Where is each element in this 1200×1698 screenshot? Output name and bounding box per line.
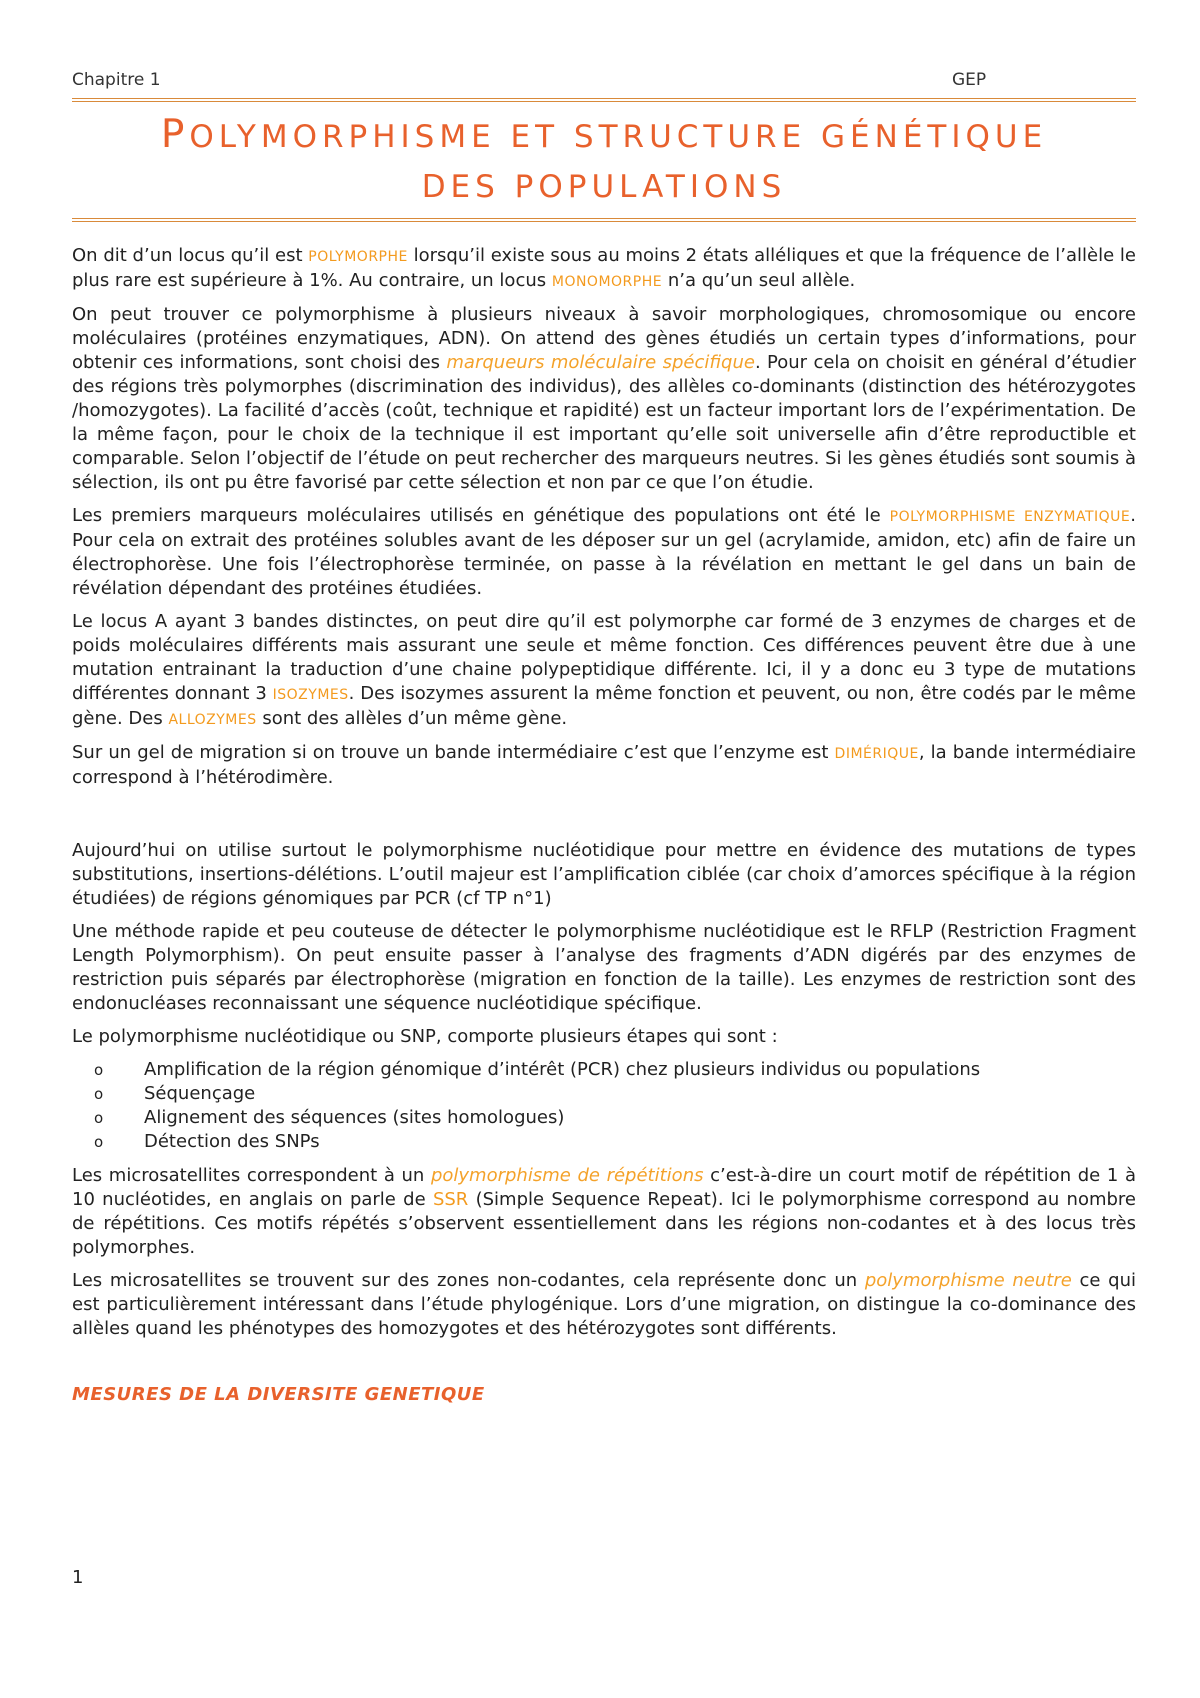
title-rule: [72, 218, 1136, 222]
document-page: [72, 70, 1136, 1405]
text: lorsqu’il existe sous au moins 2 états alléliques et que la fréquence de l’allèle le plus rare est supérieure à 1%. Au contraire, un locus: [72, 245, 1136, 291]
keyword-polymorphe: POLYMORPHE: [308, 249, 408, 265]
list-item: [72, 1082, 1136, 1106]
list-item: [72, 1058, 1136, 1082]
text: sont des allèles d’un même gène.: [256, 708, 568, 729]
page-title: [72, 110, 1136, 212]
list-item-text: Détection des SNPs: [144, 1131, 320, 1152]
header-rule: [72, 98, 1136, 102]
paragraph-microsatellites: [72, 1164, 1136, 1260]
text: (Simple Sequence Repeat). Ici le polymorphisme correspond au nombre de répétitions. Ces motifs répétés s’observent essentiellement dans les régions non-codantes et à des locus très polymorphes.: [72, 1189, 1136, 1258]
paragraph-snp: Le polymorphisme nucléotidique ou SNP, comporte plusieurs étapes qui sont :: [72, 1026, 778, 1047]
list-item: [72, 1130, 1136, 1154]
keyword-polymorphisme-enzymatique: POLYMORPHISME ENZYMATIQUE: [889, 509, 1131, 525]
list-item: [72, 1106, 1136, 1130]
text: c’est-à-dire un court motif de répétition de 1 à 10 nucléotides, en anglais on parle de: [72, 1165, 1136, 1210]
text: On dit d’un locus qu’il est: [72, 245, 309, 266]
paragraph-niveaux: [72, 303, 1136, 495]
text: , la bande intermédiaire correspond à l’hétérodimère.: [72, 742, 1136, 788]
snp-steps-list: [72, 1058, 1136, 1154]
keyword-polymorphisme-neutre: polymorphisme neutre: [864, 1270, 1072, 1291]
bullet-marker: o: [94, 1109, 104, 1127]
text: n’a qu’un seul allèle.: [662, 270, 856, 291]
paragraph-rflp: Une méthode rapide et peu couteuse de détecter le polymorphisme nucléotidique est le RFLP (Restriction Fragment Length Polymorphism). On peut ensuite passer à l’analyse des fragments d’ADN digérés par des enzymes de restriction puis séparés par électrophorèse (migration en fonction de la taille). Les enzymes de restriction sont des endonucléases reconnaissant une séquence nucléotidique spécifique.: [72, 921, 1136, 1014]
bullet-marker: o: [94, 1133, 104, 1151]
title-line2: DES POPULATIONS: [421, 169, 787, 205]
page-number: 1: [72, 1567, 84, 1588]
paragraph-dimerique: [72, 741, 1136, 790]
text: Sur un gel de migration si on trouve un bande intermédiaire c’est que l’enzyme est: [72, 742, 835, 763]
bullet-marker: o: [94, 1061, 104, 1079]
keyword-marqueurs: marqueurs moléculaire spécifique: [446, 352, 755, 373]
keyword-ssr: SSR: [432, 1189, 469, 1210]
paragraph-locus-a: [72, 610, 1136, 732]
list-item-text: Amplification de la région génomique d’intérêt (PCR) chez plusieurs individus ou populations: [144, 1059, 981, 1080]
page-header: [72, 70, 1136, 94]
list-item-text: Séquençage: [144, 1083, 256, 1104]
keyword-dimerique: DIMÉRIQUE: [834, 746, 919, 762]
keyword-isozymes: ISOZYMES: [272, 687, 349, 703]
bullet-marker: o: [94, 1085, 104, 1103]
title-first-letter: P: [160, 112, 190, 157]
text: . Des isozymes assurent la même fonction et peuvent, ou non, être codés par le même gène. Des: [72, 683, 1136, 729]
text: Les microsatellites se trouvent sur des zones non-codantes, cela représente donc un: [72, 1270, 865, 1291]
paragraph-enzymatique: [72, 504, 1136, 601]
chapter-label: Chapitre 1: [72, 70, 161, 90]
keyword-monomorphe: MONOMORPHE: [551, 274, 663, 290]
text: . Pour cela on extrait des protéines solubles avant de les déposer sur un gel (acrylamide, amidon, etc) afin de faire un électrophorèse. Une fois l’électrophorèse terminée, on passe à la révélation en mettant le gel dans un bain de révélation dépendant des protéines étudiées.: [72, 505, 1137, 599]
title-line1: OLYMORPHISME ET STRUCTURE GÉNÉTIQUE: [189, 119, 1048, 155]
section-heading-diversite: MESURES DE LA DIVERSITE GENETIQUE: [72, 1384, 485, 1405]
list-item-text: Alignement des séquences (sites homologues): [144, 1107, 565, 1128]
paragraph-nucleotidique: Aujourd’hui on utilise surtout le polymorphisme nucléotidique pour mettre en évidence des mutations de types substitutions, insertions-délétions. L’outil majeur est l’amplification ciblée (car choix d’amorces spécifique à la région étudiées) de régions génomiques par PCR (cf TP n°1): [72, 840, 1136, 909]
spacer: [72, 799, 1136, 839]
text: ce qui est particulièrement intéressant dans l’étude phylogénique. Lors d’une migration, on distingue la co-dominance des allèles quand les phénotypes des homozygotes et des hétérozygotes sont différents.: [72, 1270, 1137, 1339]
course-label: GEP: [952, 70, 987, 90]
keyword-polymorphisme-repetitions: polymorphisme de répétitions: [430, 1165, 704, 1186]
keyword-allozymes: ALLOZYMES: [168, 712, 257, 728]
text: . Pour cela on choisit en général d’étudier des régions très polymorphes (discrimination des individus), des allèles co-dominants (distinction des hétérozygotes /homozygotes). La facilité d’accès (coût, technique et rapidité) est un facteur important lors de l’expérimentation. De la même façon, pour le choix de la technique il est important qu’elle soit universelle afin d’être reproductible et comparable. Selon l’objectif de l’étude on peut rechercher des marqueurs neutres. Si les gènes étudiés sont soumis à sélection, ils ont pu être favorisé par cette sélection et non par ce que l’on étudie.: [72, 352, 1136, 493]
paragraph-microsatellites-neutre: [72, 1269, 1136, 1341]
spacer: [72, 1350, 1136, 1384]
text: Les microsatellites correspondent à un: [72, 1165, 431, 1186]
text: Les premiers marqueurs moléculaires utilisés en génétique des populations ont été le: [72, 505, 890, 526]
text: Le locus A ayant 3 bandes distinctes, on peut dire qu’il est polymorphe car formé de 3 enzymes de charges et de poids moléculaires différents mais assurant une seule et même fonction. Ces différences peuvent être due à une mutation entrainant la traduction d’une chaine polypeptidique différente. Ici, il y a donc eu 3 type de mutations différentes donnant 3: [72, 611, 1136, 704]
text: On peut trouver ce polymorphisme à plusieurs niveaux à savoir morphologiques, chromosomique ou encore moléculaires (protéines enzymatiques, ADN). On attend des gènes étudiés un certain types d’informations, pour obtenir ces informations, sont choisi des: [72, 304, 1136, 373]
paragraph-polymorphe: [72, 244, 1136, 294]
